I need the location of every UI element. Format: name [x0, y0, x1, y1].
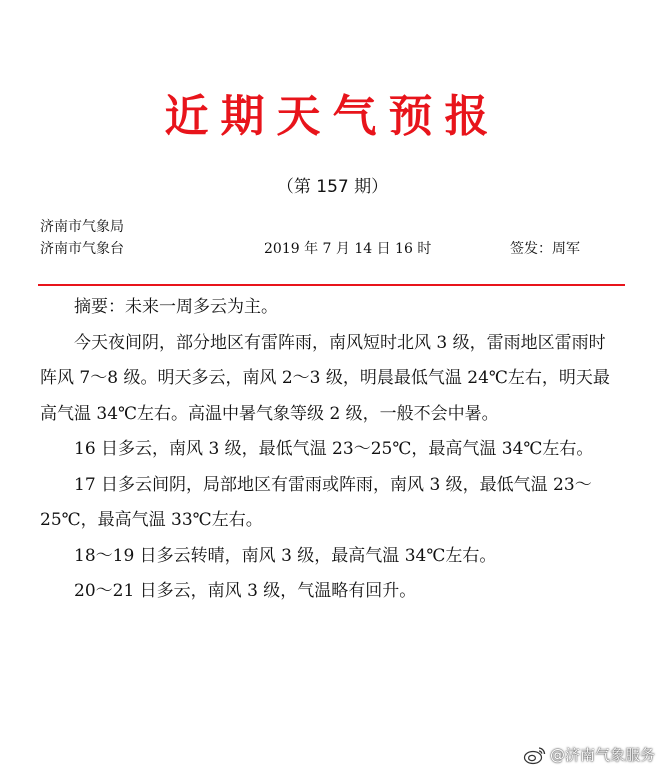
org-observatory: 济南市气象台: [40, 241, 124, 257]
header-divider: [38, 284, 625, 286]
watermark-text: @济南气象服务: [549, 746, 655, 764]
issue-date: 2019 年 7 月 14 日 16 时: [264, 241, 432, 257]
paragraph-20-21: 20～21 日多云，南风 3 级，气温略有回升。: [74, 581, 417, 601]
paragraph-17: 17 日多云间阴，局部地区有雷雨或阵雨，南风 3 级，最低气温 23～25℃，最高气温 33℃左右。: [40, 474, 592, 530]
forecast-body: [40, 290, 622, 610]
paragraph-18-19: 18～19 日多云转晴，南风 3 级，最高气温 34℃左右。: [74, 545, 497, 566]
signer: 签发：周军: [510, 241, 580, 257]
page-title: 近期天气预报: [164, 91, 501, 142]
summary-paragraph: 摘要：未来一周多云为主。: [74, 297, 278, 317]
paragraph-16: 16 日多云，南风 3 级，最低气温 23～25℃，最高气温 34℃左右。: [74, 439, 594, 459]
issue-number: （第 157 期）: [276, 177, 389, 197]
paragraph-today: 今天夜间阴，部分地区有雷阵雨，南风短时北风 3 级，雷雨地区雷雨时阵风 7～8 级。明天多云，南风 2～3 级，明晨最低气温 24℃左右，明天最高气温 34℃左右。高温中暑气象等级 2 级，一般不会中暑。: [40, 332, 610, 424]
weibo-icon: [523, 745, 547, 765]
org-bureau: 济南市气象局: [40, 219, 124, 235]
watermark: [523, 744, 655, 765]
